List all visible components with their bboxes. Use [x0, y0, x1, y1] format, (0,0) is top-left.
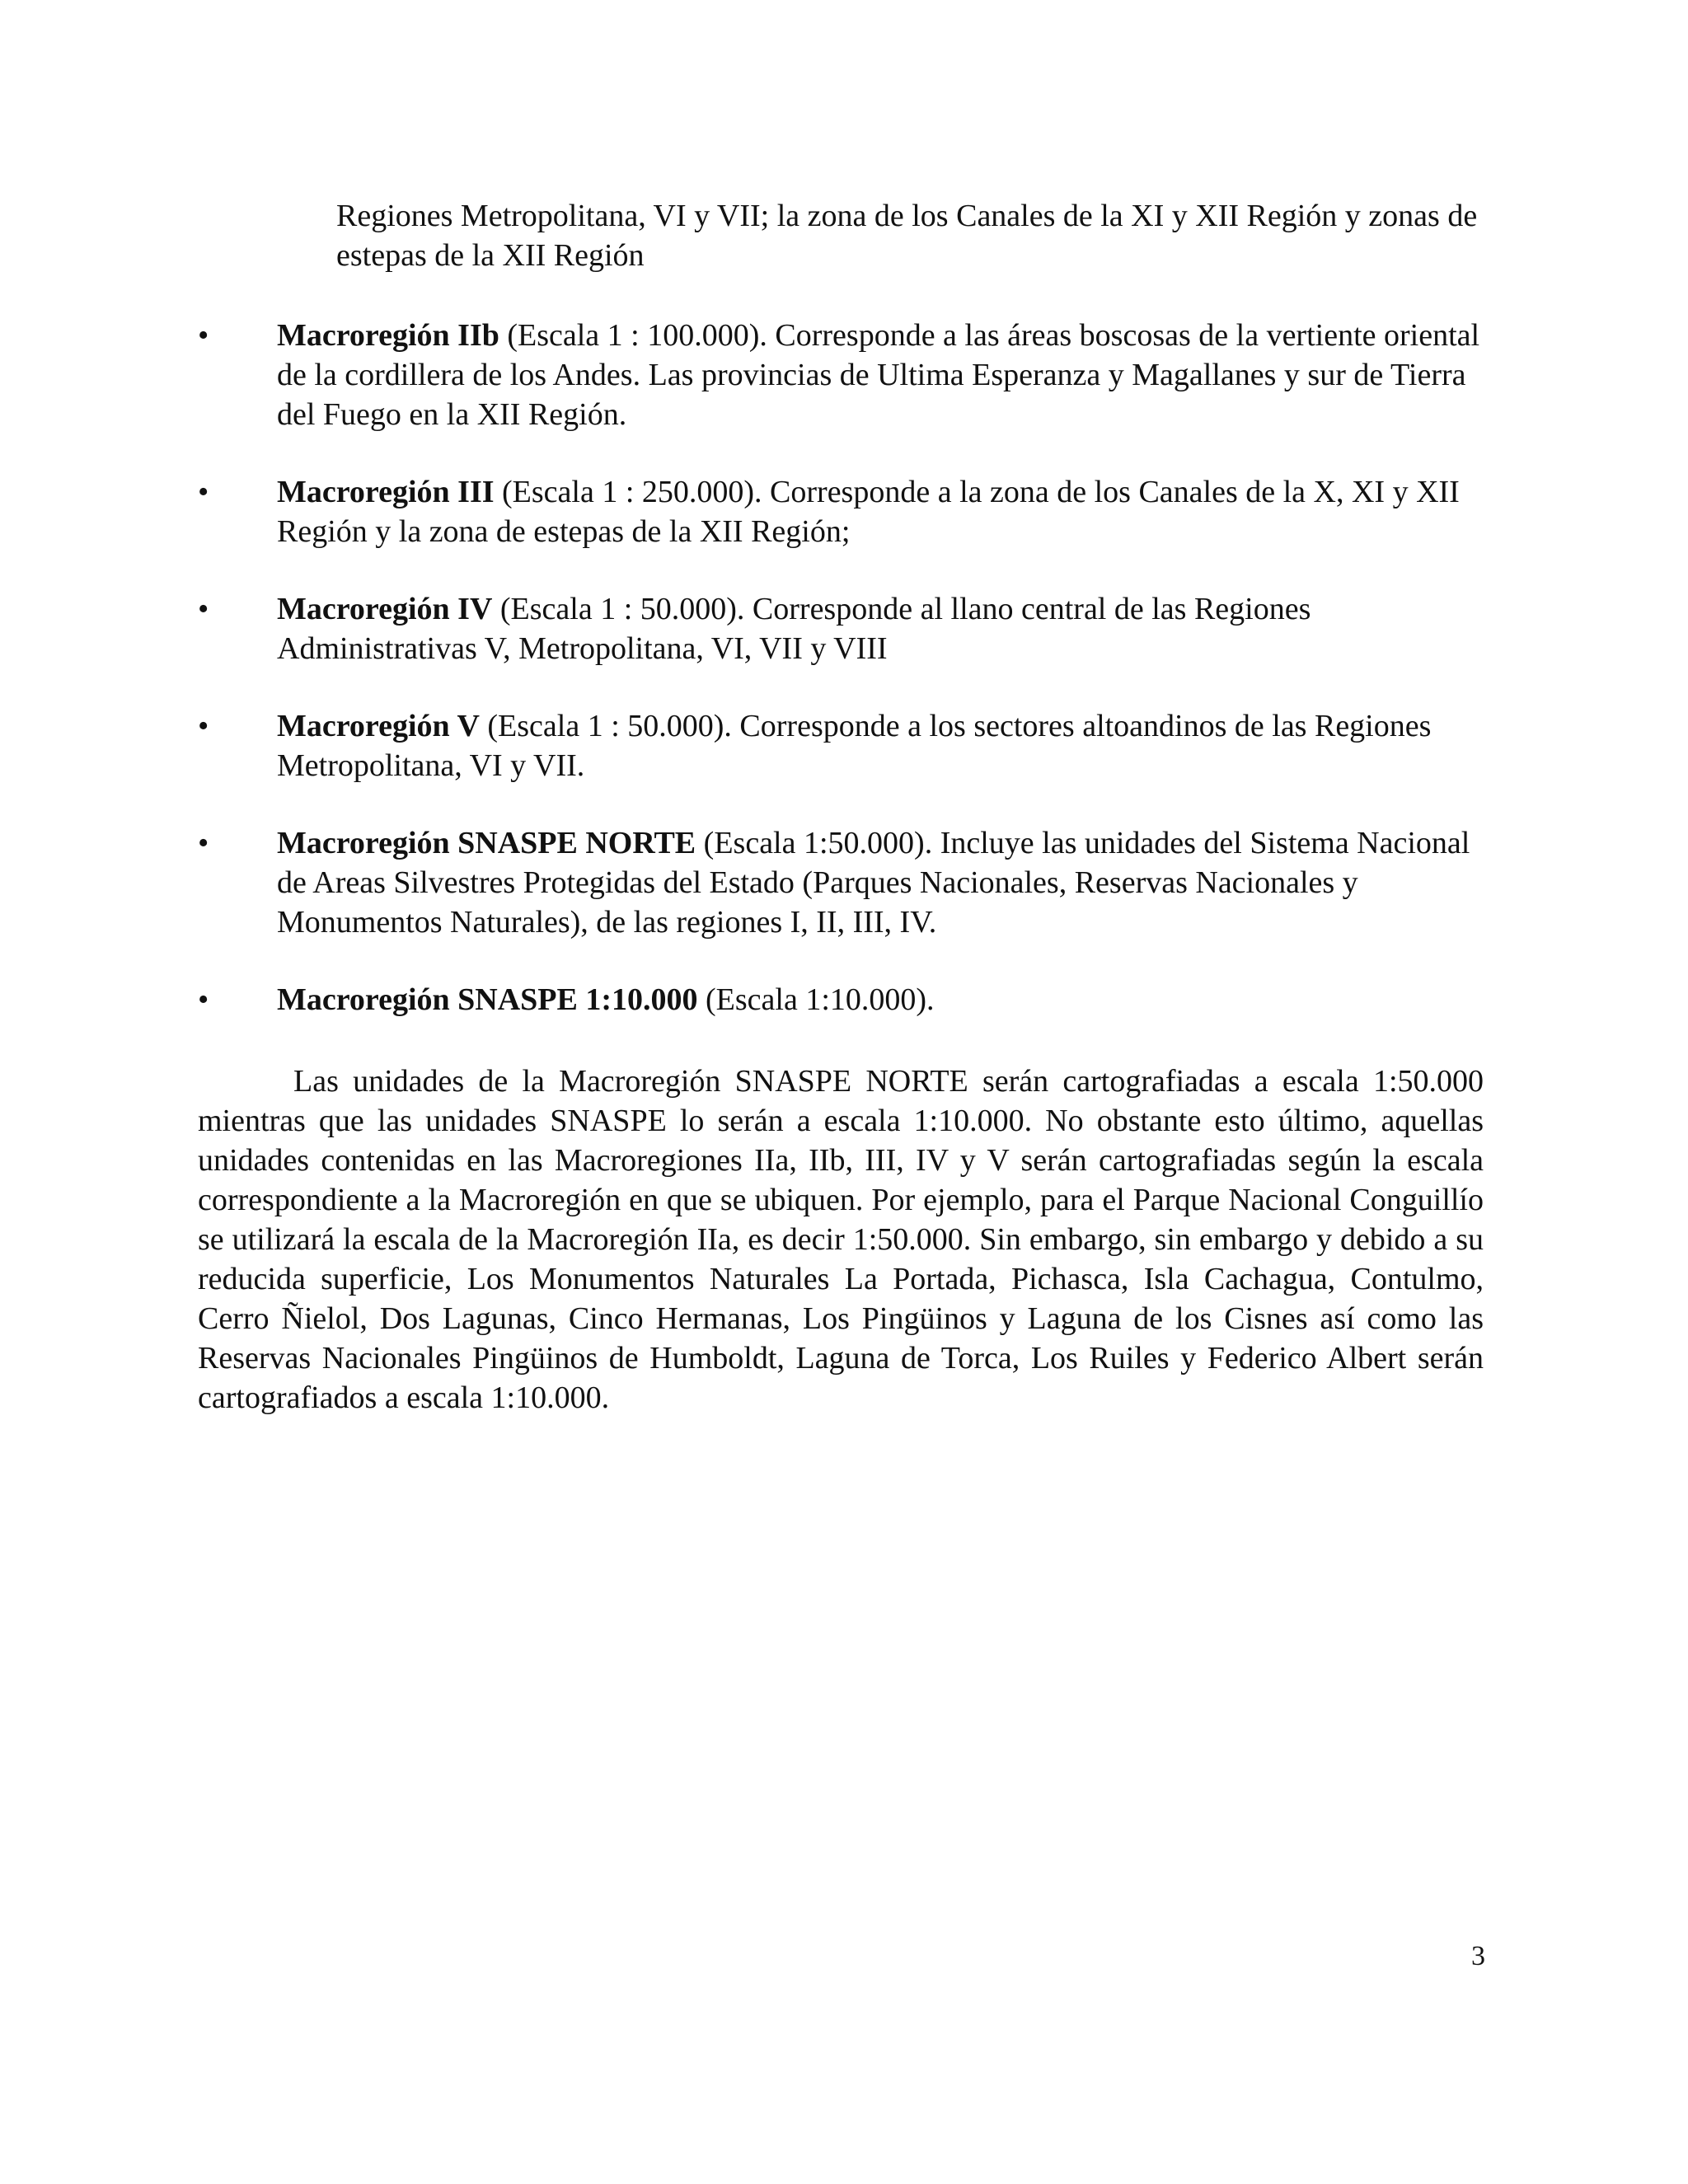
bullet-icon: • [198, 592, 209, 626]
bullet-icon: • [198, 709, 209, 743]
bullet-icon: • [198, 826, 209, 860]
list-item-macroregion-iib [198, 316, 1492, 434]
list-item-title: Macroregión IV [277, 592, 493, 626]
bullet-icon: • [198, 318, 209, 353]
list-item-macroregion-iii [198, 472, 1492, 551]
continuation-text: Regiones Metropolitana, VI y VII; la zona de los Canales de la XI y XII Región y zonas de estepas de la XII Región [336, 199, 1478, 273]
list-item-title: Macroregión IIb [277, 318, 499, 353]
list-item-text: (Escala 1 : 250.000). Corresponde a la zona de los Canales de la X, XI y XII Región y la zona de estepas de la XII Región; [277, 475, 1460, 549]
bullet-icon: • [198, 982, 209, 1017]
list-item-title: Macroregión III [277, 475, 495, 509]
list-item-text: (Escala 1:10.000). [697, 982, 935, 1017]
list-item-text: (Escala 1 : 50.000). Corresponde a los sectores altoandinos de las Regiones Metropolitana, VI y VII. [277, 709, 1432, 783]
list-item-text: (Escala 1 : 100.000). Corresponde a las áreas boscosas de la vertiente oriental de la cordillera de los Andes. Las provincias de Ultima Esperanza y Magallanes y sur de Tierra del Fuego en la XII Región. [277, 318, 1480, 432]
list-item-text: (Escala 1 : 50.000). Corresponde al llano central de las Regiones Administrativas V, Metropolitana, VI, VII y VIII [277, 592, 1311, 666]
list-item-macroregion-snaspe-norte [198, 823, 1492, 942]
page-number: 3 [1471, 1941, 1485, 1971]
bullet-icon: • [198, 475, 209, 509]
macroregion-list [198, 316, 1492, 1057]
list-item-title: Macroregión SNASPE 1:10.000 [277, 982, 698, 1017]
list-item-macroregion-iv [198, 589, 1492, 668]
list-item-title: Macroregión V [277, 709, 480, 743]
list-item-macroregion-snaspe-10000 [198, 980, 1492, 1019]
list-item-macroregion-v [198, 706, 1492, 785]
list-item-title: Macroregión SNASPE NORTE [277, 826, 696, 860]
body-paragraph: Las unidades de la Macroregión SNASPE NORTE serán cartografiadas a escala 1:50.000 mientras que las unidades SNASPE lo serán a escala 1:10.000. No obstante esto último, aquellas unidades contenidas en las Macroregiones IIa, IIb, III, IV y V serán cartografiadas según la escala correspondiente a la Macroregión en que se ubiquen. Por ejemplo, para el Parque Nacional Conguillío se utilizará la escala de la Macroregión IIa, es decir 1:50.000. Sin embargo, sin embargo y debido a su reducida superficie, Los Monumentos Naturales La Portada, Pichasca, Isla Cachagua, Contulmo, Cerro Ñielol, Dos Lagunas, Cinco Hermanas, Los Pingüinos y Laguna de los Cisnes así como las Reservas Nacionales Pingüinos de Humboldt, Laguna de Torca, Los Ruiles y Federico Albert serán cartografiados a escala 1:10.000. [198, 1064, 1484, 1415]
list-item-text: (Escala 1:50.000). Incluye las unidades del Sistema Nacional de Areas Silvestres Protegidas del Estado (Parques Nacionales, Reservas Nacionales y Monumentos Naturales), de las regiones I, II, III, IV. [277, 826, 1470, 940]
